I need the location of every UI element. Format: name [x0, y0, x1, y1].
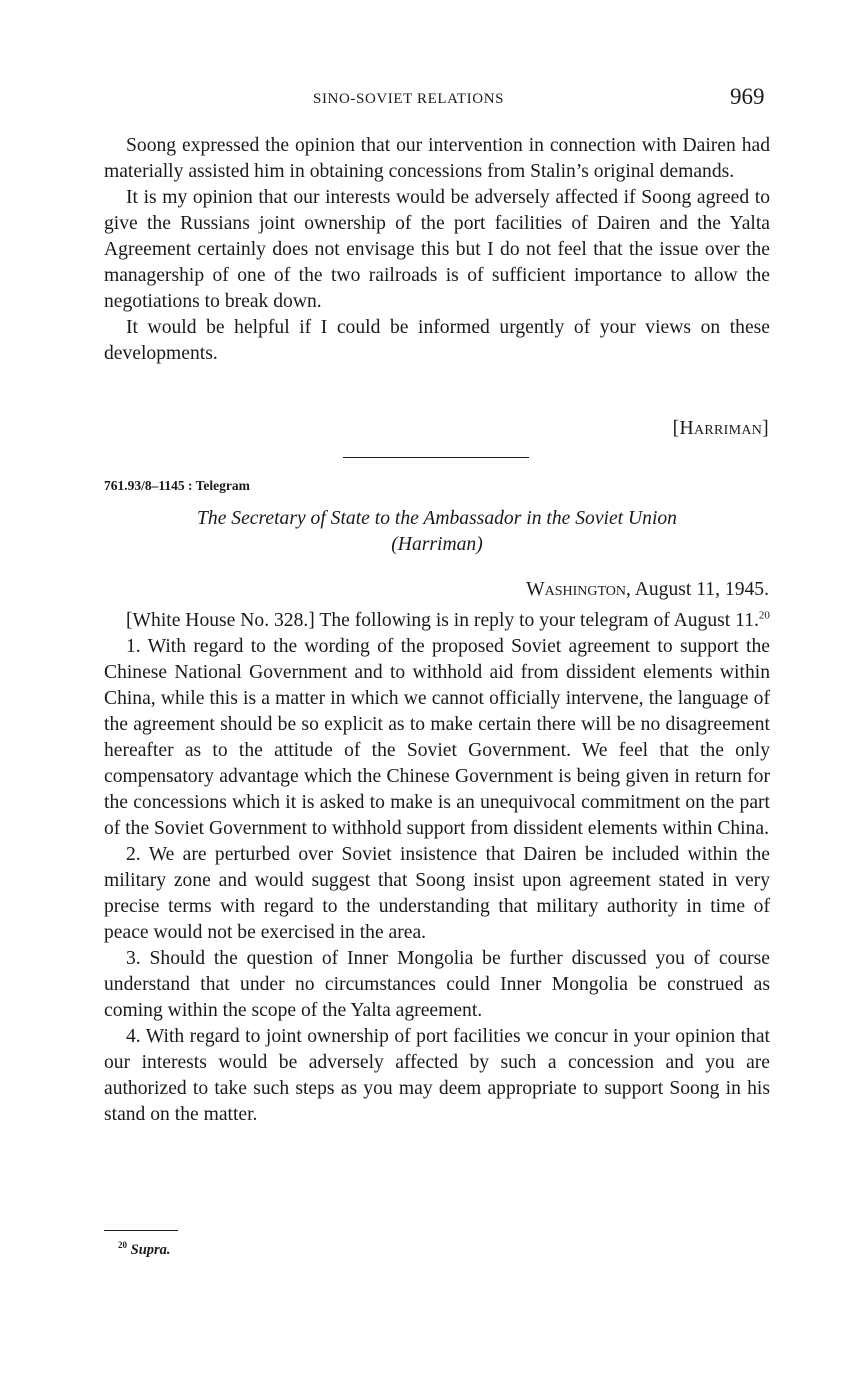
dateline-place: Washington,	[526, 579, 631, 600]
file-reference: 761.93/8–1145 : Telegram	[104, 478, 250, 493]
heading-line: The Secretary of State to the Ambassador in the Soviet Union	[197, 508, 677, 529]
footnote-text: Supra.	[130, 1241, 171, 1258]
footnote-reference: 20	[758, 609, 770, 622]
heading-line: (Harriman)	[391, 534, 483, 555]
telegram-body	[104, 608, 770, 1128]
section-divider	[343, 457, 529, 458]
footnote	[118, 1240, 171, 1259]
previous-document-text	[104, 133, 770, 367]
numbered-paragraph: 4. With regard to joint ownership of port facilities we concur in your opinion that our interests would be adversely affected by such a concession and you are authorized to take such steps as you may deem appropriate to support Soong in his stand on the matter.	[104, 1026, 770, 1125]
dateline-date: August 11, 1945.	[634, 579, 769, 600]
intro-paragraph	[104, 608, 770, 634]
intro-text: [White House No. 328.] The following is in reply to your telegram of August 11.	[126, 610, 759, 631]
numbered-paragraph: 3. Should the question of Inner Mongolia be further discussed you of course understand that under no circumstances could Inner Mongolia be construed as coming within the scope of the Yalta agreement.	[104, 948, 770, 1021]
paragraph: It is my opinion that our interests would be adversely affected if Soong agreed to give the Russians joint ownership of the port facilities of Dairen and the Yalta Agreement certainly does not envisage this but I do not feel that the issue over the managership of one of the two railroads is of sufficient importance to allow the negotiations to break down.	[104, 187, 770, 312]
numbered-paragraph: 2. We are perturbed over Soviet insistence that Dairen be included within the military zone and would suggest that Soong insist upon agreement stated in very precise terms with regard to the understanding that military authority in time of peace would not be exercised in the area.	[104, 844, 770, 943]
footnote-marker: 20	[118, 1240, 127, 1250]
document-heading	[104, 506, 770, 558]
running-head: SINO-SOVIET RELATIONS	[313, 91, 505, 107]
footnote-rule	[104, 1230, 178, 1231]
numbered-paragraph: 1. With regard to the wording of the proposed Soviet agreement to support the Chinese National Government and to withhold aid from dissident elements within China, while this is a matter in which we cannot officially intervene, the language of the agreement should be so explicit as to make certain there will be no disagreement hereafter as to the attitude of the Soviet Government. We feel that the only compensatory advantage which the Chinese Government is being given in return for the concessions which it is asked to make is an unequivocal commitment on the part of the Soviet Government to withhold support from dissident elements within China.	[104, 636, 770, 839]
page-number: 969	[730, 84, 765, 109]
paragraph: Soong expressed the opinion that our intervention in connection with Dairen had materially assisted him in obtaining concessions from Stalin’s original demands.	[104, 135, 770, 182]
paragraph: It would be helpful if I could be informed urgently of your views on these developments.	[104, 317, 770, 364]
dateline	[526, 577, 769, 603]
signature: [Harriman]	[672, 418, 769, 439]
